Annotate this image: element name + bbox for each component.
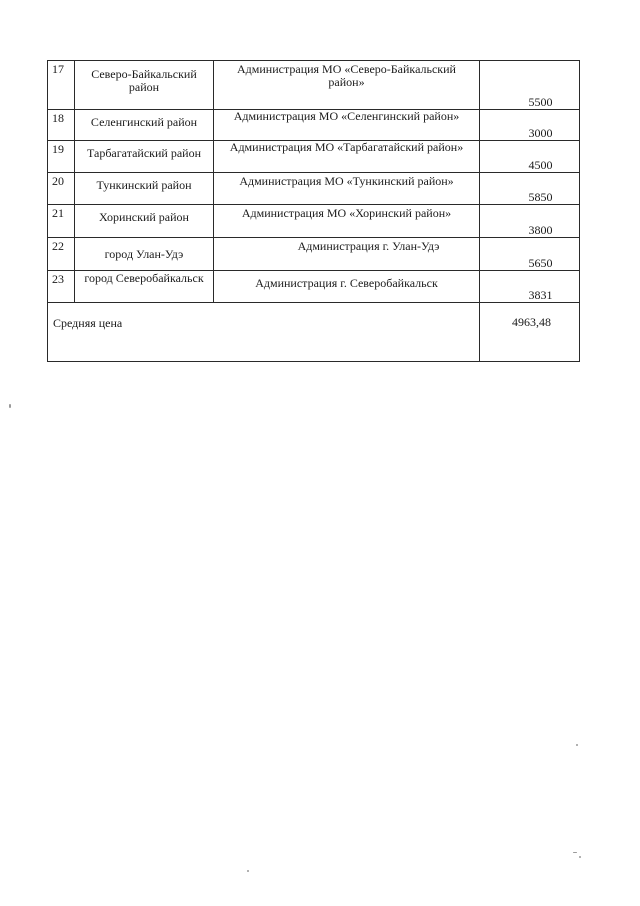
average-price-value: 4963,48 (512, 315, 551, 329)
row-number: 18 (48, 110, 75, 141)
administration-cell (214, 238, 480, 271)
price-cell (480, 173, 580, 205)
administration-name: Администрация г. Северобайкальск (255, 276, 438, 290)
table-row (48, 205, 580, 238)
scan-speck (573, 852, 577, 853)
administration-name: Администрация МО «Тарбагатайский район» (229, 140, 464, 154)
administration-cell (214, 110, 480, 141)
district-name: Селенгинский район (90, 115, 198, 129)
price-cell (480, 61, 580, 110)
price-value: 5850 (528, 190, 553, 204)
district-name: Северо-Байкальский район (91, 67, 197, 94)
price-value: 3000 (528, 126, 553, 140)
price-value: 5650 (528, 256, 553, 270)
table-row (48, 173, 580, 205)
scan-speck (579, 856, 581, 858)
price-cell (480, 238, 580, 271)
scan-speck (576, 744, 578, 746)
administration-cell (214, 61, 480, 110)
row-number: 21 (48, 205, 75, 238)
row-number: 23 (48, 271, 75, 303)
average-price-label: Средняя цена (48, 303, 480, 362)
average-price-cell (480, 303, 580, 362)
price-table (47, 60, 580, 362)
district-cell (75, 110, 214, 141)
row-number: 19 (48, 141, 75, 173)
price-cell (480, 110, 580, 141)
district-name: Тункинский район (96, 178, 192, 192)
district-name: Тарбагатайский район (86, 146, 202, 160)
district-name: Хоринский район (99, 210, 189, 224)
district-name: город Улан-Удэ (104, 247, 184, 261)
district-cell (75, 141, 214, 173)
administration-name: Администрация МО «Селенгинский район» (233, 109, 460, 123)
administration-cell (214, 141, 480, 173)
table-row (48, 141, 580, 173)
scan-speck (9, 404, 11, 408)
price-value: 5500 (528, 95, 553, 109)
table-row (48, 238, 580, 271)
district-cell (75, 61, 214, 110)
scan-speck (247, 870, 249, 872)
administration-cell (214, 205, 480, 238)
district-cell (75, 205, 214, 238)
row-number: 17 (48, 61, 75, 110)
administration-name: Администрация МО «Тункинский район» (239, 174, 454, 188)
administration-name: Администрация г. Улан-Удэ (297, 239, 440, 253)
row-number: 22 (48, 238, 75, 271)
price-cell (480, 205, 580, 238)
table-row (48, 271, 580, 303)
administration-name: Администрация МО «Северо-Байкальский район» (237, 62, 456, 89)
price-value: 3800 (528, 223, 553, 237)
district-cell (75, 238, 214, 271)
price-cell (480, 141, 580, 173)
administration-name: Администрация МО «Хоринский район» (241, 206, 452, 220)
price-value: 3831 (528, 288, 553, 302)
administration-cell (214, 271, 480, 303)
district-cell (75, 173, 214, 205)
district-name: город Северобайкальск (84, 271, 204, 285)
table-row (48, 61, 580, 110)
table-row (48, 110, 580, 141)
row-number: 20 (48, 173, 75, 205)
price-value: 4500 (528, 158, 553, 172)
district-cell (75, 271, 214, 303)
price-cell (480, 271, 580, 303)
summary-row (48, 303, 580, 362)
administration-cell (214, 173, 480, 205)
